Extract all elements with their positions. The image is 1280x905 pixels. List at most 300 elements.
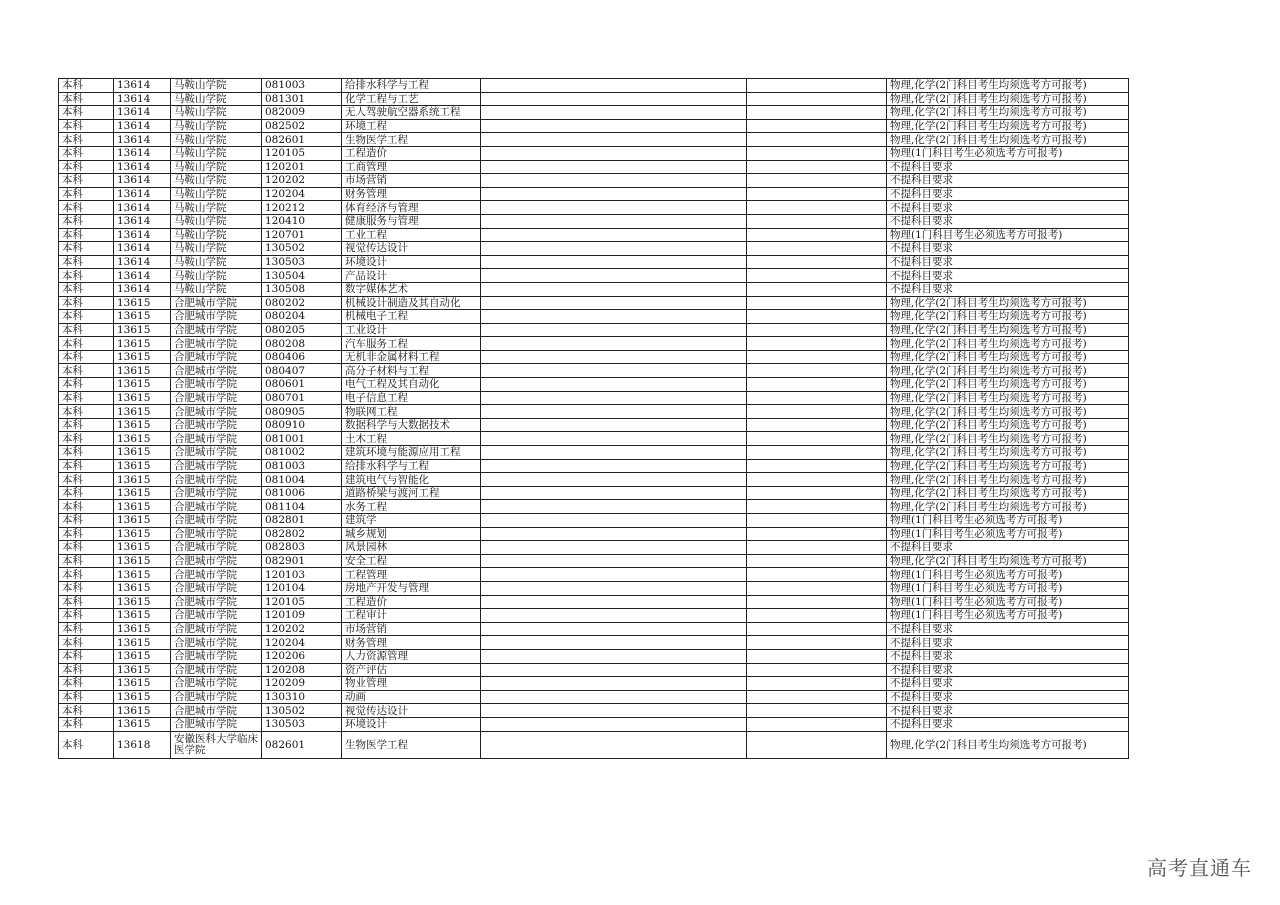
- school-name-cell: 合肥城市学院: [171, 609, 262, 623]
- school-name-cell: 合肥城市学院: [171, 500, 262, 514]
- level-cell: 本科: [59, 677, 114, 691]
- school-name-cell: 合肥城市学院: [171, 622, 262, 636]
- table-row: [59, 146, 1129, 160]
- major-code-cell: 120201: [262, 160, 342, 174]
- table-row: [59, 595, 1129, 609]
- subject-requirement-cell: 物理,化学(2门科目考生均须选考方可报考): [887, 405, 1129, 419]
- level-cell: 本科: [59, 119, 114, 133]
- table-row: [59, 704, 1129, 718]
- blank-cell-b: [747, 242, 887, 256]
- subject-requirement-cell: 物理,化学(2门科目考生均须选考方可报考): [887, 486, 1129, 500]
- school-name-cell: 合肥城市学院: [171, 405, 262, 419]
- table-row: [59, 554, 1129, 568]
- major-code-cell: 120104: [262, 581, 342, 595]
- major-code-cell: 080202: [262, 296, 342, 310]
- blank-cell-b: [747, 500, 887, 514]
- blank-cell-b: [747, 350, 887, 364]
- school-name-cell: 马鞍山学院: [171, 214, 262, 228]
- blank-cell-a: [481, 446, 747, 460]
- school-name-cell: 合肥城市学院: [171, 663, 262, 677]
- blank-cell-a: [481, 473, 747, 487]
- blank-cell-a: [481, 541, 747, 555]
- school-code-cell: 13615: [114, 296, 171, 310]
- blank-cell-a: [481, 350, 747, 364]
- subject-requirement-cell: 不提科目要求: [887, 636, 1129, 650]
- blank-cell-a: [481, 214, 747, 228]
- school-code-cell: 13615: [114, 527, 171, 541]
- major-code-cell: 130310: [262, 690, 342, 704]
- table-row: [59, 649, 1129, 663]
- blank-cell-b: [747, 609, 887, 623]
- blank-cell-b: [747, 717, 887, 731]
- school-name-cell: 合肥城市学院: [171, 337, 262, 351]
- school-code-cell: 13614: [114, 146, 171, 160]
- blank-cell-a: [481, 310, 747, 324]
- table-row: [59, 731, 1129, 758]
- blank-cell-b: [747, 663, 887, 677]
- blank-cell-b: [747, 255, 887, 269]
- major-code-cell: 081006: [262, 486, 342, 500]
- blank-cell-a: [481, 146, 747, 160]
- major-name-cell: 视觉传达设计: [342, 704, 481, 718]
- blank-cell-b: [747, 378, 887, 392]
- blank-cell-a: [481, 500, 747, 514]
- school-code-cell: 13614: [114, 174, 171, 188]
- major-code-cell: 130503: [262, 717, 342, 731]
- major-name-cell: 电子信息工程: [342, 391, 481, 405]
- enrollment-table: [58, 78, 1129, 759]
- subject-requirement-cell: 物理,化学(2门科目考生均须选考方可报考): [887, 364, 1129, 378]
- blank-cell-a: [481, 337, 747, 351]
- table-row: [59, 160, 1129, 174]
- blank-cell-a: [481, 649, 747, 663]
- level-cell: 本科: [59, 133, 114, 147]
- subject-requirement-cell: 不提科目要求: [887, 663, 1129, 677]
- major-code-cell: 082901: [262, 554, 342, 568]
- subject-requirement-cell: 不提科目要求: [887, 282, 1129, 296]
- blank-cell-a: [481, 106, 747, 120]
- subject-requirement-cell: 不提科目要求: [887, 541, 1129, 555]
- major-code-cell: 081003: [262, 79, 342, 93]
- school-name-cell: 马鞍山学院: [171, 174, 262, 188]
- major-name-cell: 市场营销: [342, 174, 481, 188]
- level-cell: 本科: [59, 473, 114, 487]
- blank-cell-b: [747, 187, 887, 201]
- major-name-cell: 体育经济与管理: [342, 201, 481, 215]
- school-code-cell: 13615: [114, 459, 171, 473]
- major-code-cell: 082803: [262, 541, 342, 555]
- blank-cell-a: [481, 282, 747, 296]
- school-name-cell: 合肥城市学院: [171, 554, 262, 568]
- school-name-cell: 合肥城市学院: [171, 323, 262, 337]
- blank-cell-a: [481, 717, 747, 731]
- level-cell: 本科: [59, 581, 114, 595]
- blank-cell-a: [481, 119, 747, 133]
- subject-requirement-cell: 物理,化学(2门科目考生均须选考方可报考): [887, 310, 1129, 324]
- major-name-cell: 工程管理: [342, 568, 481, 582]
- blank-cell-a: [481, 364, 747, 378]
- blank-cell-b: [747, 146, 887, 160]
- table-row: [59, 269, 1129, 283]
- major-name-cell: 环境工程: [342, 119, 481, 133]
- table-row: [59, 242, 1129, 256]
- school-code-cell: 13614: [114, 214, 171, 228]
- major-code-cell: 120204: [262, 636, 342, 650]
- school-name-cell: 合肥城市学院: [171, 296, 262, 310]
- level-cell: 本科: [59, 704, 114, 718]
- table-row: [59, 486, 1129, 500]
- school-name-cell: 马鞍山学院: [171, 92, 262, 106]
- school-name-cell: 合肥城市学院: [171, 350, 262, 364]
- major-code-cell: 120202: [262, 622, 342, 636]
- table-row: [59, 282, 1129, 296]
- blank-cell-b: [747, 418, 887, 432]
- major-name-cell: 数据科学与大数据技术: [342, 418, 481, 432]
- level-cell: 本科: [59, 242, 114, 256]
- subject-requirement-cell: 不提科目要求: [887, 160, 1129, 174]
- level-cell: 本科: [59, 160, 114, 174]
- blank-cell-a: [481, 636, 747, 650]
- school-name-cell: 合肥城市学院: [171, 677, 262, 691]
- major-name-cell: 工程造价: [342, 146, 481, 160]
- major-code-cell: 120202: [262, 174, 342, 188]
- level-cell: 本科: [59, 405, 114, 419]
- major-name-cell: 工业设计: [342, 323, 481, 337]
- blank-cell-b: [747, 622, 887, 636]
- school-code-cell: 13615: [114, 649, 171, 663]
- school-code-cell: 13615: [114, 486, 171, 500]
- school-code-cell: 13615: [114, 378, 171, 392]
- major-code-cell: 080601: [262, 378, 342, 392]
- table-row: [59, 92, 1129, 106]
- school-code-cell: 13615: [114, 405, 171, 419]
- table-row: [59, 459, 1129, 473]
- school-code-cell: 13615: [114, 391, 171, 405]
- blank-cell-a: [481, 622, 747, 636]
- blank-cell-b: [747, 269, 887, 283]
- blank-cell-a: [481, 731, 747, 758]
- level-cell: 本科: [59, 595, 114, 609]
- blank-cell-a: [481, 677, 747, 691]
- school-code-cell: 13614: [114, 119, 171, 133]
- school-code-cell: 13615: [114, 609, 171, 623]
- school-code-cell: 13614: [114, 228, 171, 242]
- major-code-cell: 120105: [262, 146, 342, 160]
- blank-cell-b: [747, 337, 887, 351]
- school-name-cell: 马鞍山学院: [171, 119, 262, 133]
- blank-cell-b: [747, 636, 887, 650]
- level-cell: 本科: [59, 514, 114, 528]
- major-name-cell: 工程审计: [342, 609, 481, 623]
- major-name-cell: 风景园林: [342, 541, 481, 555]
- school-name-cell: 合肥城市学院: [171, 432, 262, 446]
- major-code-cell: 082601: [262, 731, 342, 758]
- table-row: [59, 527, 1129, 541]
- table-row: [59, 391, 1129, 405]
- blank-cell-a: [481, 418, 747, 432]
- blank-cell-b: [747, 201, 887, 215]
- blank-cell-b: [747, 459, 887, 473]
- table-row: [59, 296, 1129, 310]
- subject-requirement-cell: 物理(1门科目考生必须选考方可报考): [887, 609, 1129, 623]
- blank-cell-a: [481, 514, 747, 528]
- school-name-cell: 合肥城市学院: [171, 717, 262, 731]
- blank-cell-b: [747, 405, 887, 419]
- blank-cell-a: [481, 595, 747, 609]
- blank-cell-b: [747, 214, 887, 228]
- subject-requirement-cell: 物理(1门科目考生必须选考方可报考): [887, 146, 1129, 160]
- blank-cell-b: [747, 364, 887, 378]
- table-row: [59, 364, 1129, 378]
- level-cell: 本科: [59, 364, 114, 378]
- subject-requirement-cell: 物理,化学(2门科目考生均须选考方可报考): [887, 296, 1129, 310]
- blank-cell-a: [481, 269, 747, 283]
- blank-cell-b: [747, 581, 887, 595]
- school-code-cell: 13615: [114, 677, 171, 691]
- blank-cell-a: [481, 690, 747, 704]
- school-code-cell: 13614: [114, 255, 171, 269]
- subject-requirement-cell: 不提科目要求: [887, 717, 1129, 731]
- school-name-cell: 马鞍山学院: [171, 242, 262, 256]
- level-cell: 本科: [59, 350, 114, 364]
- school-code-cell: 13614: [114, 242, 171, 256]
- blank-cell-a: [481, 92, 747, 106]
- table-row: [59, 214, 1129, 228]
- blank-cell-a: [481, 391, 747, 405]
- level-cell: 本科: [59, 79, 114, 93]
- school-name-cell: 马鞍山学院: [171, 187, 262, 201]
- school-name-cell: 马鞍山学院: [171, 282, 262, 296]
- level-cell: 本科: [59, 310, 114, 324]
- subject-requirement-cell: 不提科目要求: [887, 677, 1129, 691]
- school-code-cell: 13614: [114, 133, 171, 147]
- major-code-cell: 080407: [262, 364, 342, 378]
- school-name-cell: 马鞍山学院: [171, 146, 262, 160]
- major-code-cell: 080701: [262, 391, 342, 405]
- subject-requirement-cell: 不提科目要求: [887, 269, 1129, 283]
- blank-cell-b: [747, 704, 887, 718]
- major-name-cell: 房地产开发与管理: [342, 581, 481, 595]
- table-row: [59, 446, 1129, 460]
- subject-requirement-cell: 物理,化学(2门科目考生均须选考方可报考): [887, 731, 1129, 758]
- major-code-cell: 081002: [262, 446, 342, 460]
- school-code-cell: 13615: [114, 310, 171, 324]
- blank-cell-a: [481, 459, 747, 473]
- major-name-cell: 土木工程: [342, 432, 481, 446]
- level-cell: 本科: [59, 554, 114, 568]
- school-code-cell: 13615: [114, 690, 171, 704]
- school-name-cell: 安徽医科大学临床医学院: [171, 731, 262, 758]
- school-name-cell: 合肥城市学院: [171, 595, 262, 609]
- major-name-cell: 汽车服务工程: [342, 337, 481, 351]
- subject-requirement-cell: 物理,化学(2门科目考生均须选考方可报考): [887, 133, 1129, 147]
- school-code-cell: 13615: [114, 663, 171, 677]
- school-code-cell: 13615: [114, 473, 171, 487]
- school-code-cell: 13615: [114, 622, 171, 636]
- major-name-cell: 工业工程: [342, 228, 481, 242]
- school-name-cell: 合肥城市学院: [171, 310, 262, 324]
- subject-requirement-cell: 不提科目要求: [887, 174, 1129, 188]
- table-row: [59, 568, 1129, 582]
- major-code-cell: 080406: [262, 350, 342, 364]
- school-name-cell: 马鞍山学院: [171, 79, 262, 93]
- major-code-cell: 130508: [262, 282, 342, 296]
- subject-requirement-cell: 不提科目要求: [887, 255, 1129, 269]
- major-name-cell: 产品设计: [342, 269, 481, 283]
- blank-cell-b: [747, 133, 887, 147]
- table-row: [59, 378, 1129, 392]
- table-row: [59, 310, 1129, 324]
- blank-cell-a: [481, 609, 747, 623]
- blank-cell-b: [747, 106, 887, 120]
- major-name-cell: 财务管理: [342, 636, 481, 650]
- subject-requirement-cell: 物理,化学(2门科目考生均须选考方可报考): [887, 500, 1129, 514]
- major-code-cell: 081003: [262, 459, 342, 473]
- subject-requirement-cell: 物理,化学(2门科目考生均须选考方可报考): [887, 554, 1129, 568]
- school-name-cell: 合肥城市学院: [171, 581, 262, 595]
- school-name-cell: 合肥城市学院: [171, 527, 262, 541]
- blank-cell-b: [747, 541, 887, 555]
- table-row: [59, 187, 1129, 201]
- level-cell: 本科: [59, 418, 114, 432]
- school-name-cell: 合肥城市学院: [171, 486, 262, 500]
- school-code-cell: 13615: [114, 595, 171, 609]
- level-cell: 本科: [59, 527, 114, 541]
- major-name-cell: 物联网工程: [342, 405, 481, 419]
- school-code-cell: 13615: [114, 364, 171, 378]
- subject-requirement-cell: 物理,化学(2门科目考生均须选考方可报考): [887, 350, 1129, 364]
- major-code-cell: 082802: [262, 527, 342, 541]
- subject-requirement-cell: 物理,化学(2门科目考生均须选考方可报考): [887, 391, 1129, 405]
- table-row: [59, 717, 1129, 731]
- level-cell: 本科: [59, 432, 114, 446]
- major-code-cell: 120103: [262, 568, 342, 582]
- major-name-cell: 无人驾驶航空器系统工程: [342, 106, 481, 120]
- level-cell: 本科: [59, 568, 114, 582]
- blank-cell-a: [481, 242, 747, 256]
- blank-cell-b: [747, 486, 887, 500]
- blank-cell-b: [747, 731, 887, 758]
- school-code-cell: 13614: [114, 92, 171, 106]
- blank-cell-b: [747, 310, 887, 324]
- table-row: [59, 337, 1129, 351]
- table-row: [59, 174, 1129, 188]
- school-code-cell: 13614: [114, 269, 171, 283]
- blank-cell-a: [481, 296, 747, 310]
- blank-cell-b: [747, 79, 887, 93]
- blank-cell-b: [747, 690, 887, 704]
- blank-cell-a: [481, 323, 747, 337]
- table-row: [59, 581, 1129, 595]
- school-name-cell: 合肥城市学院: [171, 446, 262, 460]
- level-cell: 本科: [59, 663, 114, 677]
- school-code-cell: 13614: [114, 282, 171, 296]
- school-code-cell: 13618: [114, 731, 171, 758]
- major-name-cell: 物业管理: [342, 677, 481, 691]
- major-name-cell: 建筑环境与能源应用工程: [342, 446, 481, 460]
- blank-cell-b: [747, 649, 887, 663]
- subject-requirement-cell: 不提科目要求: [887, 649, 1129, 663]
- subject-requirement-cell: 物理(1门科目考生必须选考方可报考): [887, 595, 1129, 609]
- major-code-cell: 120109: [262, 609, 342, 623]
- major-code-cell: 081104: [262, 500, 342, 514]
- table-row: [59, 106, 1129, 120]
- school-name-cell: 合肥城市学院: [171, 649, 262, 663]
- subject-requirement-cell: 不提科目要求: [887, 242, 1129, 256]
- blank-cell-b: [747, 432, 887, 446]
- level-cell: 本科: [59, 690, 114, 704]
- table-row: [59, 201, 1129, 215]
- table-row: [59, 677, 1129, 691]
- subject-requirement-cell: 物理,化学(2门科目考生均须选考方可报考): [887, 323, 1129, 337]
- school-code-cell: 13614: [114, 106, 171, 120]
- major-code-cell: 081001: [262, 432, 342, 446]
- major-code-cell: 081004: [262, 473, 342, 487]
- level-cell: 本科: [59, 255, 114, 269]
- blank-cell-a: [481, 174, 747, 188]
- major-name-cell: 水务工程: [342, 500, 481, 514]
- subject-requirement-cell: 物理,化学(2门科目考生均须选考方可报考): [887, 378, 1129, 392]
- subject-requirement-cell: 物理,化学(2门科目考生均须选考方可报考): [887, 418, 1129, 432]
- major-name-cell: 动画: [342, 690, 481, 704]
- blank-cell-a: [481, 486, 747, 500]
- major-code-cell: 080204: [262, 310, 342, 324]
- major-code-cell: 130503: [262, 255, 342, 269]
- level-cell: 本科: [59, 323, 114, 337]
- major-code-cell: 082502: [262, 119, 342, 133]
- table-row: [59, 255, 1129, 269]
- school-name-cell: 马鞍山学院: [171, 269, 262, 283]
- major-name-cell: 生物医学工程: [342, 133, 481, 147]
- school-name-cell: 合肥城市学院: [171, 418, 262, 432]
- major-code-cell: 120701: [262, 228, 342, 242]
- subject-requirement-cell: 不提科目要求: [887, 704, 1129, 718]
- level-cell: 本科: [59, 92, 114, 106]
- blank-cell-a: [481, 663, 747, 677]
- school-name-cell: 马鞍山学院: [171, 133, 262, 147]
- level-cell: 本科: [59, 541, 114, 555]
- blank-cell-b: [747, 160, 887, 174]
- subject-requirement-cell: 物理(1门科目考生必须选考方可报考): [887, 228, 1129, 242]
- blank-cell-b: [747, 119, 887, 133]
- table-row: [59, 350, 1129, 364]
- blank-cell-b: [747, 514, 887, 528]
- table-body: [59, 79, 1129, 759]
- level-cell: 本科: [59, 500, 114, 514]
- table-row: [59, 622, 1129, 636]
- table-row: [59, 541, 1129, 555]
- major-code-cell: 120410: [262, 214, 342, 228]
- table-row: [59, 514, 1129, 528]
- subject-requirement-cell: 物理,化学(2门科目考生均须选考方可报考): [887, 92, 1129, 106]
- subject-requirement-cell: 物理(1门科目考生必须选考方可报考): [887, 514, 1129, 528]
- school-code-cell: 13615: [114, 432, 171, 446]
- major-code-cell: 120209: [262, 677, 342, 691]
- major-name-cell: 人力资源管理: [342, 649, 481, 663]
- school-name-cell: 合肥城市学院: [171, 541, 262, 555]
- school-code-cell: 13615: [114, 323, 171, 337]
- subject-requirement-cell: 不提科目要求: [887, 187, 1129, 201]
- blank-cell-a: [481, 704, 747, 718]
- level-cell: 本科: [59, 378, 114, 392]
- level-cell: 本科: [59, 214, 114, 228]
- table-row: [59, 500, 1129, 514]
- table-row: [59, 119, 1129, 133]
- school-code-cell: 13615: [114, 350, 171, 364]
- blank-cell-a: [481, 160, 747, 174]
- level-cell: 本科: [59, 187, 114, 201]
- level-cell: 本科: [59, 201, 114, 215]
